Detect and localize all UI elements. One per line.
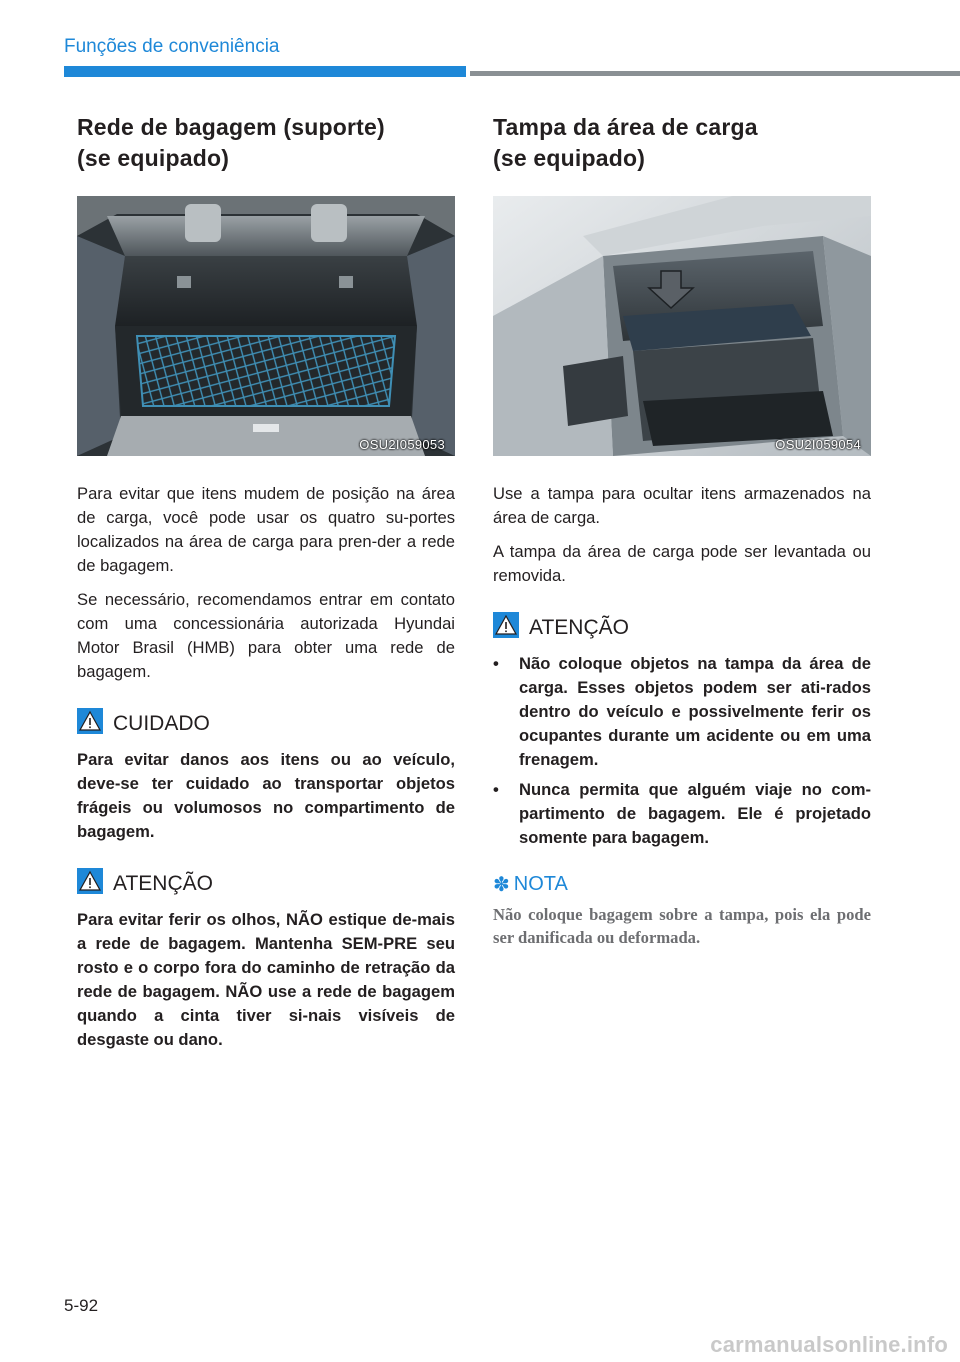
caution-heading [77,706,455,742]
figure-cargo-cover [493,196,871,456]
running-head: Funções de conveniência [64,36,280,57]
warning-heading-left [77,866,455,902]
title-line-2: (se equipado) [493,145,646,171]
warning-text-left: Para evitar ferir os olhos, NÃO estique de-mais a rede de bagagem. Mantenha SEM-PRE seu rosto e o corpo fora do caminho de retração da rede de bagagem. NÃO use a rede de bagagem quando a cinta tiver si-nais visíveis de desgaste ou dano. [77,910,455,1049]
title-line-2: (se equipado) [77,145,230,171]
warning-item-2: Nunca permita que alguém viaje no com-partimento de bagagem. Ele é projetado somente para bagagem. [519,780,871,847]
bullet: • [493,654,499,673]
left-column [77,112,455,1052]
paragraph-2: Se necessário, recomendamos entrar em contato com uma concessionária autorizada Hyundai Motor Brasil (HMB) para obter uma rede de bagagem. [77,590,455,681]
warning-title-left: ATENÇÃO [113,872,213,895]
figure-code-left: OSU2I059053 [359,437,445,452]
warning-list [493,652,871,850]
caution-text: Para evitar danos aos itens ou ao veículo, deve-se ter cuidado ao transportar objetos frágeis ou volumosos no compartimento de bagagem. [77,750,455,841]
paragraph-2: A tampa da área de carga pode ser levantada ou removida. [493,542,871,585]
section-title-cargo-cover [493,112,871,174]
figure-cargo-net [77,196,455,456]
header-bar-gray [470,71,960,76]
warning-triangle-icon [77,868,103,894]
cargo-cover-illustration [493,196,871,456]
paragraph-1: Use a tampa para ocultar itens armazenados na área de carga. [493,484,871,527]
warning-heading-right [493,610,871,646]
section-title-luggage-net [77,112,455,174]
figure-code-right: OSU2I059054 [775,437,861,452]
paragraph-1: Para evitar que itens mudem de posição na área de carga, você pode usar os quatro su-portes localizados na área de carga para pren-der a rede de bagagem. [77,484,455,575]
watermark: carmanualsonline.info [710,1332,948,1357]
warning-triangle-icon [493,612,519,638]
note-title: NOTA [513,873,568,895]
bullet: • [493,780,499,799]
warning-triangle-icon [77,708,103,734]
title-line-1: Rede de bagagem (suporte) [77,114,385,140]
note-heading [493,872,871,897]
asterisk-icon: ✽ [493,874,510,896]
list-item [493,652,871,772]
title-line-1: Tampa da área de carga [493,114,758,140]
cargo-net-illustration [77,196,455,456]
warning-item-1: Não coloque objetos na tampa da área de carga. Esses objetos podem ser ati-rados dentro do veículo e possivelmente ferir os ocupantes durante um acidente ou em uma frenagem. [519,654,871,769]
caution-title: CUIDADO [113,712,210,735]
note-text: Não coloque bagagem sobre a tampa, pois ela pode ser danificada ou deformada. [493,905,871,947]
right-column [493,112,871,949]
header-bar-blue [64,66,466,77]
page-number: 5-92 [64,1296,99,1315]
warning-title-right: ATENÇÃO [529,616,629,639]
list-item [493,778,871,850]
